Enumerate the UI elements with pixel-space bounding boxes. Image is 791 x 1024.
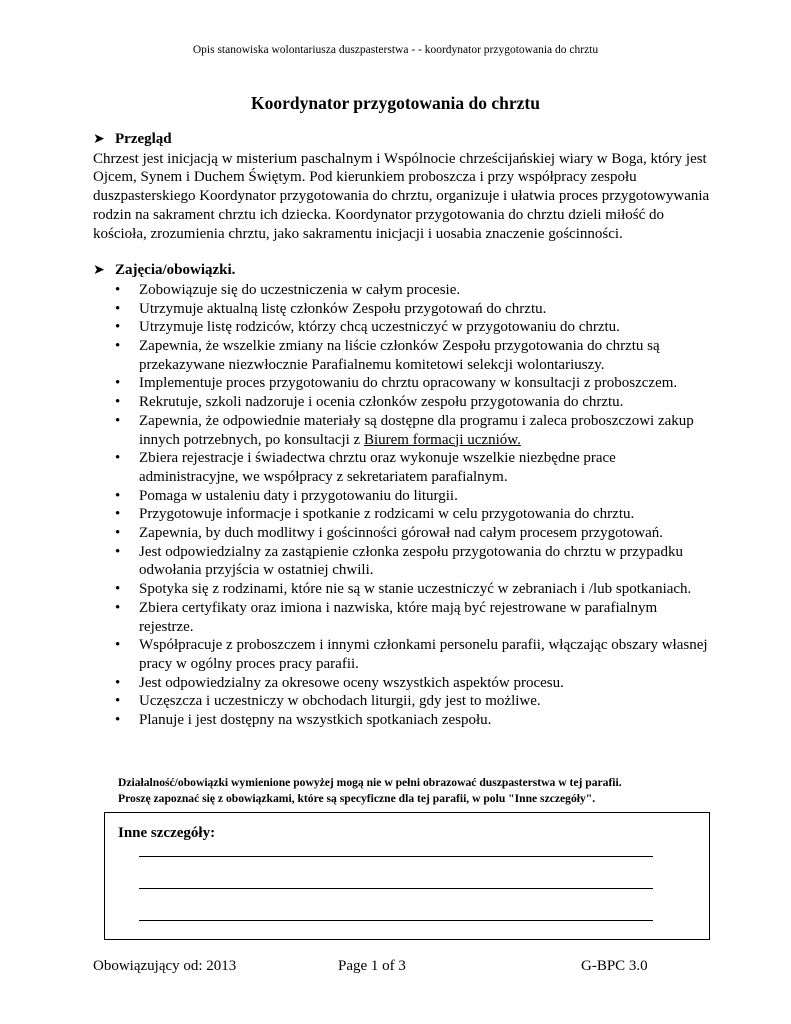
list-item: • Jest odpowiedzialny za okresowe oceny wszystkich aspektów procesu. [115,674,564,691]
list-item: • Zbiera certyfikaty oraz imiona i nazwiska, które mają być rejestrowane w parafialnym rejestrze. [115,599,658,635]
list-item: • Implementuje proces przygotowaniu do chrztu opracowany w konsultacji z proboszczem. [115,375,678,392]
bullet-icon: • [115,693,121,710]
list-item: • Zapewnia, że wszelkie zmiany na liście członków Zespołu przygotowania do chrztu są przekazywane niezwłocznie Parafialnemu komitetowi selekcji wolontariuszy. [115,338,660,373]
list-item: • Zobowiązuje się do uczestniczenia w całym procesie. [115,281,461,298]
disclaimer-notice [118,775,718,807]
bullet-icon: • [115,506,121,523]
other-details-title: Inne szczegóły: [118,825,216,841]
list-item: • Zapewnia, by duch modlitwy i gościnności górował nad całym procesem przygotowań. [115,525,664,542]
bullet-icon: • [115,412,121,429]
overview-heading-label: Przegląd [115,131,172,147]
bullet-icon: • [115,319,121,336]
bullet-icon: • [115,712,121,729]
arrow-right-icon: ➤ [93,263,105,279]
list-item: • Pomaga w ustaleniu daty i przygotowaniu do liturgii. [115,487,458,504]
details-entry-line-3[interactable] [139,920,653,921]
list-item: • Utrzymuje aktualną listę członków Zespołu przygotowań do chrztu. [115,300,547,317]
bullet-icon: • [115,637,121,654]
document-code: G-BPC 3.0 [581,958,648,974]
bullet-icon: • [115,338,121,355]
bullet-icon: • [115,543,121,560]
bullet-icon: • [115,674,121,691]
list-item: • Spotyka się z rodzinami, które nie są w stanie uczestniczyć w zebraniach i /lub spotkaniach. [115,581,692,598]
document-title: Koordynator przygotowania do chrztu [251,93,540,113]
disclaimer-line-1: Działalność/obowiązki wymienione powyżej mogą nie w pełni obrazować duszpasterstwa w tej parafii. [118,776,622,789]
list-item: • Uczęszcza i uczestniczy w obchodach liturgii, gdy jest to możliwe. [115,693,541,710]
other-details-box [104,812,710,940]
bullet-icon: • [115,300,121,317]
list-item: • Rekrutuje, szkoli nadzoruje i ocenia członków zespołu przygotowania do chrztu. [115,394,624,411]
bullet-icon: • [115,450,121,467]
disclaimer-line-2: Proszę zapoznać się z obowiązkami, które są specyficzne dla tej parafii, w polu "Inne szczegóły". [118,792,596,805]
bullet-icon: • [115,599,121,616]
overview-text: Chrzest jest inicjacją w misterium paschalnym i Wspólnocie chrześcijańskiej wiary w Boga, który jest Ojcem, Synem i Duchem Świętym. Pod kierunkiem proboszcza i przy współpracy zespołu duszpasterskiego Koordynator przygotowania do chrztu, organizuje i ułatwia proces przygotowywania rodzin na sakrament chrztu ich dziecka. Koordynator przygotowania do chrztu dzieli miłość do kościoła, zrozumienia chrztu, jako sakramentu inicjacji i uosabia znaczenie gościnności. [93,150,710,242]
list-item: • Współpracuje z proboszczem i innymi członkami personelu parafii, włączając obszary własnej pracy w ogólny proces pracy parafii. [115,637,708,672]
list-item: • Zapewnia, że odpowiednie materiały są dostępne dla programu i zaleca proboszczowi zakup innych potrzebnych, po konsultacji z Biurem formacji uczniów. [115,412,694,448]
formation-office-link[interactable]: Biurem formacji uczniów. [363,431,521,448]
bullet-icon: • [115,581,121,598]
arrow-right-icon: ➤ [93,132,105,147]
list-item: • Jest odpowiedzialny za zastąpienie członka zespołu przygotowania do chrztu w przypadku odwołania przyjścia w ostatniej chwili. [115,543,683,579]
bullet-icon: • [115,487,121,504]
duties-heading [93,261,713,281]
bullet-icon: • [115,394,121,411]
list-item: • Utrzymuje listę rodziców, którzy chcą uczestniczyć w przygotowaniu do chrztu. [115,319,620,336]
details-entry-line-1[interactable] [139,856,653,857]
bullet-icon: • [115,281,121,298]
details-entry-line-2[interactable] [139,888,653,889]
list-item: • Planuje i jest dostępny na wszystkich spotkaniach zespołu. [115,712,492,729]
duties-list [93,281,713,730]
page-header: Opis stanowiska wolontariusza duszpasterstwa - - koordynator przygotowania do chrztu [192,44,599,56]
duties-heading-label: Zajęcia/obowiązki. [115,262,236,279]
overview-heading [93,130,713,150]
bullet-icon: • [115,525,121,542]
list-item: • Przygotowuje informacje i spotkanie z rodzicami w celu przygotowania do chrztu. [115,506,635,523]
main-content [93,130,713,730]
bullet-icon: • [115,375,121,392]
page-number: Page 1 of 3 [338,958,406,974]
list-item: • Zbiera rejestracje i świadectwa chrztu oraz wykonuje wszelkie niezbędne prace administracyjne, we współpracy z sekretariatem parafialnym. [115,450,616,485]
effective-date: Obowiązujący od: 2013 [93,958,237,974]
